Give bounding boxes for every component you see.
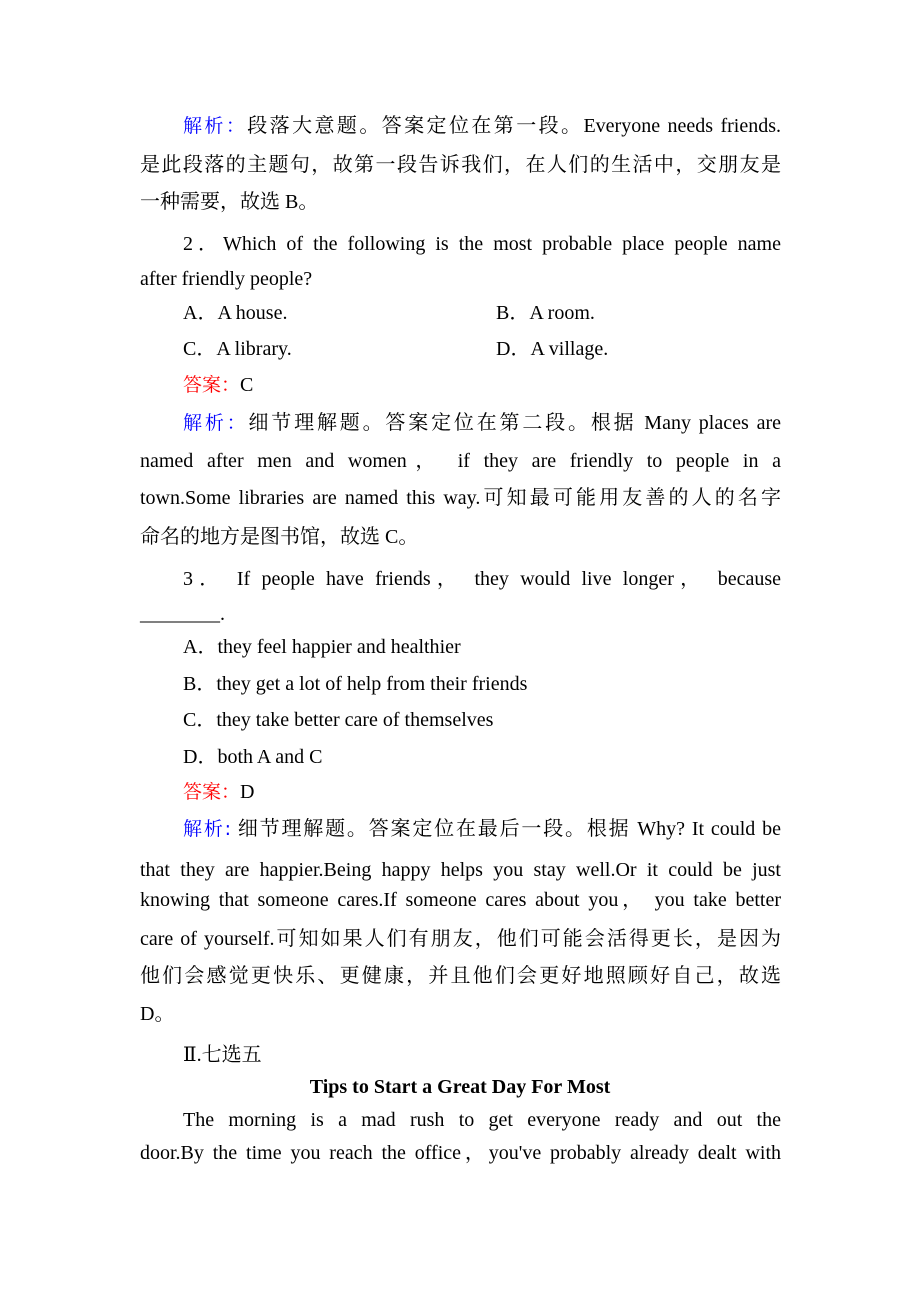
- q1-analysis-line: 是此段落的主题句，故第一段告诉我们，在人们的生活中，交朋友是: [140, 154, 781, 176]
- q2-question-line: after friendly people?: [140, 268, 313, 290]
- analysis-text: 细节理解题。答案定位在最后一段。根据 Why? It could be: [231, 818, 781, 840]
- q2-analysis-line: 命名的地方是图书馆，故选 C。: [140, 526, 419, 548]
- analysis-label: 解析：: [183, 412, 249, 434]
- answer-value: D: [240, 781, 255, 803]
- q3-analysis-line: 他们会感觉更快乐、更健康，并且他们会更好地照顾好自己，故选: [140, 965, 781, 987]
- q2-option-d: D．A village.: [496, 338, 609, 360]
- q2-question-line: 2．Which of the following is the most probable place people name: [183, 233, 781, 255]
- q3-analysis-line: that they are happier.Being happy helps you stay well.Or it could be just: [140, 859, 781, 881]
- q3-analysis-line: D。: [140, 1003, 175, 1025]
- q3-analysis-line: [183, 816, 781, 842]
- q3-analysis-line: care of yourself.可知如果人们有朋友，他们可能会活得更长，是因为: [140, 928, 781, 950]
- q3-answer: [183, 779, 254, 805]
- analysis-text: 细节理解题。答案定位在第二段。根据 Many places are: [248, 412, 781, 434]
- passage-title: Tips to Start a Great Day For Most: [309, 1076, 611, 1098]
- q1-analysis-line: [183, 113, 781, 139]
- analysis-text: 段落大意题。答案定位在第一段。Everyone needs friends.: [247, 115, 781, 137]
- q2-option-c: C．A library.: [183, 338, 292, 360]
- q2-option-b: B．A room.: [496, 302, 595, 324]
- passage-line: door.By the time you reach the office，you've probably already dealt with: [140, 1142, 781, 1164]
- q2-analysis-line: [183, 410, 781, 436]
- q3-option-b: B．they get a lot of help from their friends: [183, 673, 528, 695]
- q3-option-a: A．they feel happier and healthier: [183, 636, 461, 658]
- analysis-label: 解析：: [183, 115, 248, 137]
- section-heading: Ⅱ.七选五: [183, 1044, 262, 1066]
- passage-line: The morning is a mad rush to get everyone ready and out the: [183, 1109, 781, 1131]
- q2-analysis-line: town.Some libraries are named this way.可知最可能用友善的人的名字: [140, 487, 781, 509]
- q1-analysis-line: 一种需要，故选 B。: [140, 191, 319, 213]
- q2-analysis-line: named after men and women， if they are friendly to people in a: [140, 450, 781, 472]
- answer-value: C: [240, 374, 254, 396]
- q3-question-line: 3． If people have friends， they would live longer， because: [183, 568, 781, 590]
- analysis-label: 解析:: [183, 818, 232, 840]
- q3-analysis-line: knowing that someone cares.If someone cares about you， you take better: [140, 889, 781, 911]
- answer-label: 答案：: [183, 374, 241, 396]
- q3-option-d: D．both A and C: [183, 746, 323, 768]
- q2-option-a: A．A house.: [183, 302, 288, 324]
- q3-option-c: C．they take better care of themselves: [183, 709, 494, 731]
- q3-question-line: ________.: [140, 603, 225, 625]
- answer-label: 答案：: [183, 781, 241, 803]
- q2-answer: [183, 372, 253, 398]
